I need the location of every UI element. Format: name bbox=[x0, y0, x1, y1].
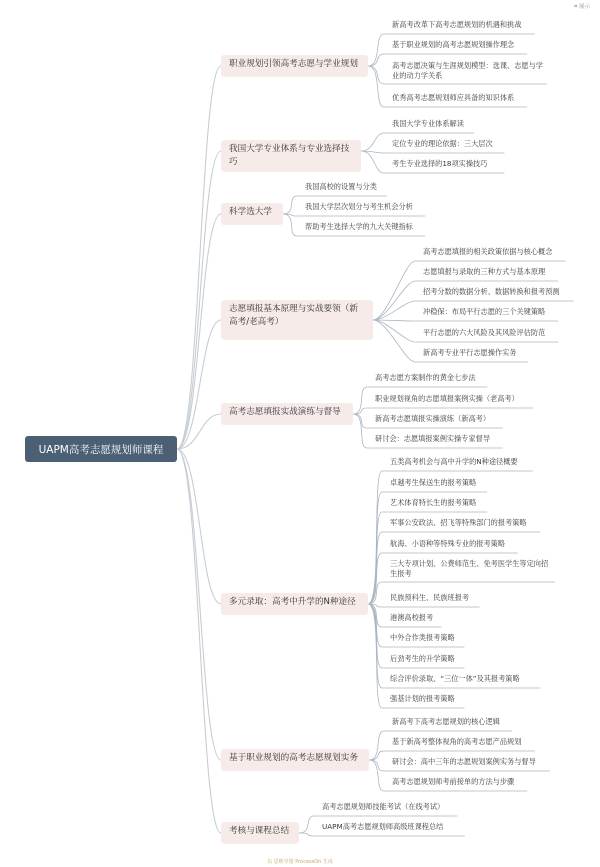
leaf-node[interactable]: 强基计划的报考策略 bbox=[390, 694, 455, 703]
leaf-node[interactable]: 帮助考生选择大学的九大关键指标 bbox=[305, 222, 413, 231]
branch-label: 志愿填报基本原理与实战要领（新高考/老高考） bbox=[229, 304, 358, 327]
footer-credit: 以 思维导图 ProcessOn 生成 bbox=[267, 859, 333, 865]
leaf-node[interactable]: 军事公安政法、招飞等特殊部门的报考策略 bbox=[390, 518, 527, 527]
root-branch-connector bbox=[177, 449, 221, 604]
branch-node[interactable] bbox=[221, 203, 283, 225]
leaf-node[interactable]: 职业规划视角的志愿填报案例实操（老高考） bbox=[375, 394, 519, 403]
leaf-node[interactable]: 新高考志愿填报实操演练（新高考） bbox=[375, 414, 491, 423]
leaf-node[interactable]: 冲稳保：布局平行志愿的三个关键策略 bbox=[423, 307, 546, 316]
leaf-node[interactable]: 基于新高考整体视角的高考志愿产品规划 bbox=[392, 737, 522, 746]
leaf-node[interactable]: 高考志愿规划师考前接单的方法与步骤 bbox=[392, 777, 515, 786]
leaf-node[interactable]: 艺术体育特长生的报考策略 bbox=[390, 498, 477, 507]
branch-label: 职业规划引领高考志愿与学业规划 bbox=[229, 59, 358, 69]
branch-label: 高考志愿填报实战演练与督导 bbox=[229, 407, 341, 417]
branch-leaf-connector bbox=[368, 54, 384, 66]
branch-leaf-connector bbox=[353, 414, 367, 448]
branch-leaf-connector bbox=[369, 760, 384, 791]
expand-icon: ⌗ bbox=[574, 4, 579, 10]
leaf-node[interactable]: 高考志愿规划师技能考试（在线考试） bbox=[322, 802, 445, 811]
root-label: UAPM高考志愿规划师课程 bbox=[38, 443, 164, 456]
root-branch-connector bbox=[177, 151, 221, 449]
branch-node[interactable] bbox=[221, 140, 361, 172]
leaf-node[interactable]: 卓越考生保送生的报考策略 bbox=[390, 478, 477, 487]
branch-label: 科学选大学 bbox=[229, 207, 272, 217]
leaf-node[interactable]: 基于职业规划的高考志愿规划操作理念 bbox=[392, 40, 515, 49]
root-branch-connector bbox=[177, 449, 221, 833]
root-branch-connector bbox=[177, 214, 221, 449]
branch-leaf-connector bbox=[299, 816, 314, 833]
branch-node[interactable] bbox=[221, 300, 373, 340]
branch-leaf-connector bbox=[353, 387, 367, 414]
leaf-node[interactable]: 综合评价录取、“三位一体”及其报考策略 bbox=[390, 674, 520, 683]
branch-label: 我国大学专业体系与专业选择技巧 bbox=[229, 144, 350, 167]
branch-leaf-connector bbox=[299, 833, 314, 836]
leaf-node[interactable]: 招考分数的数据分析、数据转换和报考预测 bbox=[423, 287, 560, 296]
leaf-node[interactable]: 志愿填报与录取的三种方式与基本原理 bbox=[423, 267, 546, 276]
branch-leaf-connector bbox=[373, 320, 415, 362]
leaf-node[interactable]: 高考志愿决策与生涯规划模型：选课、志愿与学业的动力学关系 bbox=[392, 61, 543, 80]
leaf-node[interactable]: 新高考专业平行志愿操作实务 bbox=[423, 348, 517, 357]
leaf-node[interactable]: 高考志愿方案制作的黄金七步法 bbox=[375, 373, 476, 382]
leaf-node[interactable]: 我国高校的设置与分类 bbox=[305, 182, 377, 191]
topbar-label[interactable]: ⌗ 展示 bbox=[574, 4, 590, 10]
branch-leaf-connector bbox=[283, 196, 297, 214]
branch-label: 考核与课程总结 bbox=[229, 826, 290, 836]
leaf-node[interactable]: 平行志愿的六大风险及其风险评估防范 bbox=[423, 328, 546, 337]
branch-node[interactable] bbox=[221, 403, 353, 425]
branch-node[interactable] bbox=[221, 55, 368, 77]
branch-node[interactable] bbox=[221, 822, 299, 844]
leaf-node[interactable]: 新高考下高考志愿规划的核心逻辑 bbox=[392, 717, 500, 726]
branch-node[interactable] bbox=[221, 749, 369, 771]
leaf-node[interactable]: UAPM高考志愿规划师高级班课程总结 bbox=[322, 822, 444, 831]
branch-leaf-connector bbox=[373, 281, 415, 320]
branch-leaf-connector bbox=[368, 34, 384, 66]
branch-label: 多元录取：高考中升学的N种途径 bbox=[229, 597, 356, 607]
leaf-node[interactable]: 五类高考机会与高中升学的N种途径概要 bbox=[390, 457, 518, 466]
branch-label: 基于职业规划的高考志愿规划实务 bbox=[229, 753, 358, 763]
leaf-node[interactable]: 港澳高校报考 bbox=[390, 613, 434, 622]
leaf-node[interactable]: 中外合作类报考策略 bbox=[390, 633, 455, 642]
leaf-node[interactable]: 定位专业的理论依据：三大层次 bbox=[392, 139, 493, 148]
root-branch-connector bbox=[177, 414, 221, 449]
leaf-node[interactable]: 航海、小语种等特殊专业的报考策略 bbox=[390, 539, 506, 548]
root-node[interactable] bbox=[25, 436, 177, 462]
branch-leaf-connector bbox=[283, 214, 297, 236]
leaf-node[interactable]: 新高考改革下高考志愿规划的机遇和挑战 bbox=[392, 20, 522, 29]
branch-leaf-connector bbox=[368, 604, 382, 708]
leaf-node[interactable]: 优秀高考志愿规划师应具备的知识体系 bbox=[392, 93, 515, 102]
leaf-node[interactable]: 我国大学专业体系解读 bbox=[392, 119, 464, 128]
leaf-node[interactable]: 我国大学层次划分与考生机会分析 bbox=[305, 202, 413, 211]
leaf-node[interactable]: 三大专项计划、公费师范生、免考医学生等定向招生报考 bbox=[390, 559, 549, 578]
branch-leaf-connector bbox=[368, 604, 382, 668]
leaf-node[interactable]: 后劲考生的升学策略 bbox=[390, 654, 455, 663]
root-branch-connector bbox=[177, 449, 221, 760]
leaf-node[interactable]: 研讨会：志愿填报案例实操专家督导 bbox=[375, 434, 491, 443]
branch-node[interactable] bbox=[221, 593, 368, 615]
leaf-node[interactable]: 研讨会：高中三年的志愿规划案例实务与督导 bbox=[392, 757, 536, 766]
leaf-node[interactable]: 高考志愿填报的相关政策依据与核心概念 bbox=[423, 247, 553, 256]
branch-leaf-connector bbox=[361, 151, 384, 173]
leaf-node[interactable]: 民族预科生、民族班报考 bbox=[390, 593, 470, 602]
leaf-node[interactable]: 考生专业选择的18项实操技巧 bbox=[392, 159, 488, 168]
branch-leaf-connector bbox=[369, 731, 384, 760]
branch-leaf-connector bbox=[368, 66, 384, 107]
branch-leaf-connector bbox=[361, 133, 384, 151]
